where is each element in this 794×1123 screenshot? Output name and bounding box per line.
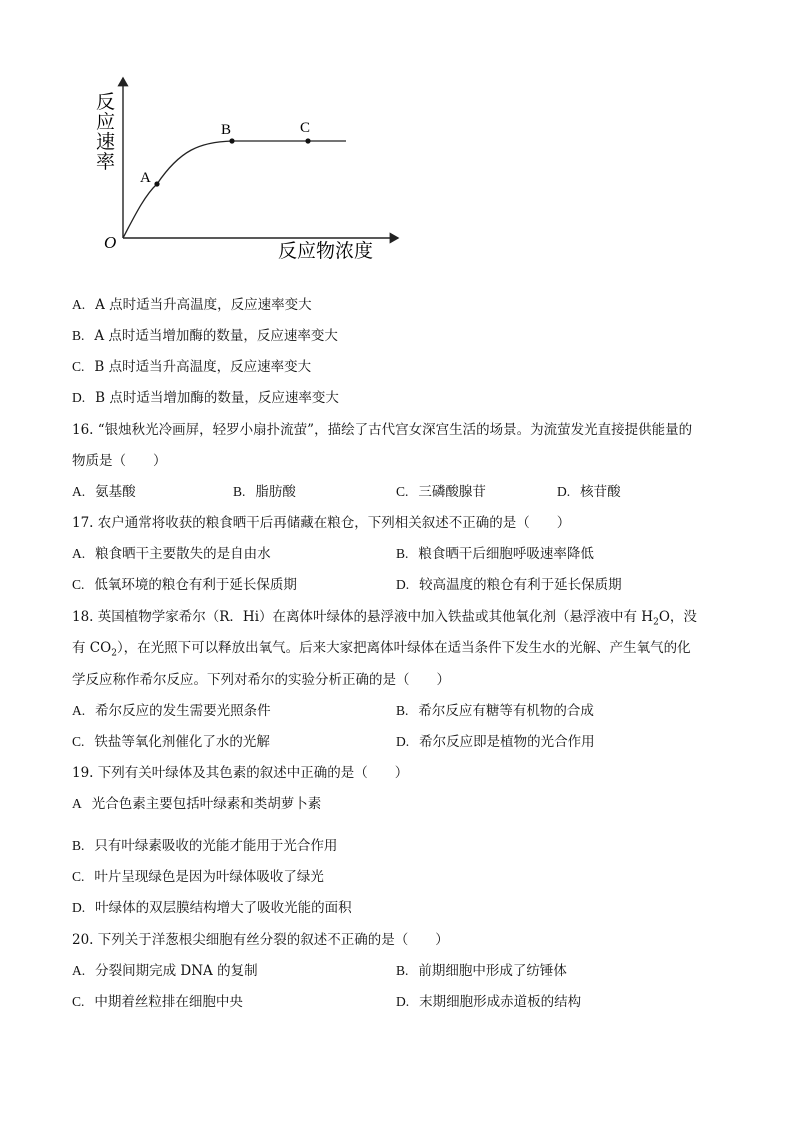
q16-stem-line2: 物质是（ ） (72, 453, 167, 469)
q15-option-a: A. A 点时适当升高温度，反应速率变大 (72, 297, 312, 313)
q18-stem-line1: 18. 英国植物学家希尔（R．Hi）在离体叶绿体的悬浮液中加入铁盐或其他氧化剂（悬浮液中有 $H_2O$，没 (72, 609, 697, 628)
q19-option-a: A 光合色素主要包括叶绿素和类胡萝卜素 (72, 796, 322, 812)
q19-option-b: B. 只有叶绿素吸收的光能才能用于光合作用 (72, 838, 338, 854)
q15-option-d: D. B 点时适当增加酶的数量，反应速率变大 (72, 390, 339, 406)
q17-option-c: C. 低氧环境的粮仓有利于延长保质期 (72, 577, 297, 593)
q16-option-b: B. 脂肪酸 (233, 484, 296, 500)
q16-stem-line1: 16. “银烛秋光冷画屏，轻罗小扇扑流萤”，描绘了古代宫女深宫生活的场景。为流萤发光直接提供能量的 (72, 422, 693, 438)
x-axis-label: 反应物浓度 (278, 240, 374, 262)
q20-option-a: A. 分裂间期完成 DNA 的复制 (72, 963, 258, 979)
q17-option-b: B. 粮食晒干后细胞呼吸速率降低 (396, 546, 594, 562)
q15-option-c: C. B 点时适当升高温度，反应速率变大 (72, 359, 312, 375)
q17-option-d: D. 较高温度的粮仓有利于延长保质期 (396, 577, 622, 593)
y-label-2: 应 (96, 111, 116, 133)
graph-svg (90, 70, 410, 270)
point-c (305, 138, 310, 143)
q16-option-c: C. 三磷酸腺苷 (396, 484, 486, 500)
q19-option-c: C. 叶片呈现绿色是因为叶绿体吸收了绿光 (72, 869, 324, 885)
point-a-label: A (140, 170, 151, 186)
q16-option-a: A. 氨基酸 (72, 484, 136, 500)
q18-stem-line3: 学反应称作希尔反应。下列对希尔的实验分析正确的是（ ） (72, 672, 450, 688)
q18-option-d: D. 希尔反应即是植物的光合作用 (396, 734, 595, 750)
y-label-4: 率 (96, 151, 116, 173)
point-b-label: B (221, 122, 232, 138)
q20-option-c: C. 中期着丝粒排在细胞中央 (72, 994, 243, 1010)
rate-curve (123, 141, 346, 238)
q20-option-d: D. 末期细胞形成赤道板的结构 (396, 994, 582, 1010)
q20-stem: 20. 下列关于洋葱根尖细胞有丝分裂的叙述不正确的是（ ） (72, 932, 449, 948)
q20-option-b: B. 前期细胞中形成了纺锤体 (396, 963, 567, 979)
point-a (154, 181, 159, 186)
q16-option-d: D. 核苷酸 (557, 484, 621, 500)
point-b (229, 138, 234, 143)
origin-label: O (104, 233, 117, 252)
y-label-1: 反 (96, 91, 116, 113)
point-c-label: C (300, 120, 311, 136)
q19-option-d: D. 叶绿体的双层膜结构增大了吸收光能的面积 (72, 900, 352, 916)
q19-stem: 19. 下列有关叶绿体及其色素的叙述中正确的是（ ） (72, 765, 409, 781)
q18-option-b: B. 希尔反应有糖等有机物的合成 (396, 703, 594, 719)
q18-option-c: C. 铁盐等氧化剂催化了水的光解 (72, 734, 270, 750)
q18-option-a: A. 希尔反应的发生需要光照条件 (72, 703, 271, 719)
q17-stem: 17. 农户通常将收获的粮食晒干后再储藏在粮仓，下列相关叙述不正确的是（ ） (72, 515, 571, 531)
q17-option-a: A. 粮食晒干主要散失的是自由水 (72, 546, 271, 562)
y-label-3: 速 (96, 131, 116, 153)
reaction-rate-graph (90, 70, 410, 270)
q15-option-b: B. A 点时适当增加酶的数量，反应速率变大 (72, 328, 338, 344)
q18-stem-line2: 有 $CO_2$），在光照下可以释放出氧气。后来大家把离体叶绿体在适当条件下发生水的光解、产生氧气的化 (72, 640, 691, 659)
